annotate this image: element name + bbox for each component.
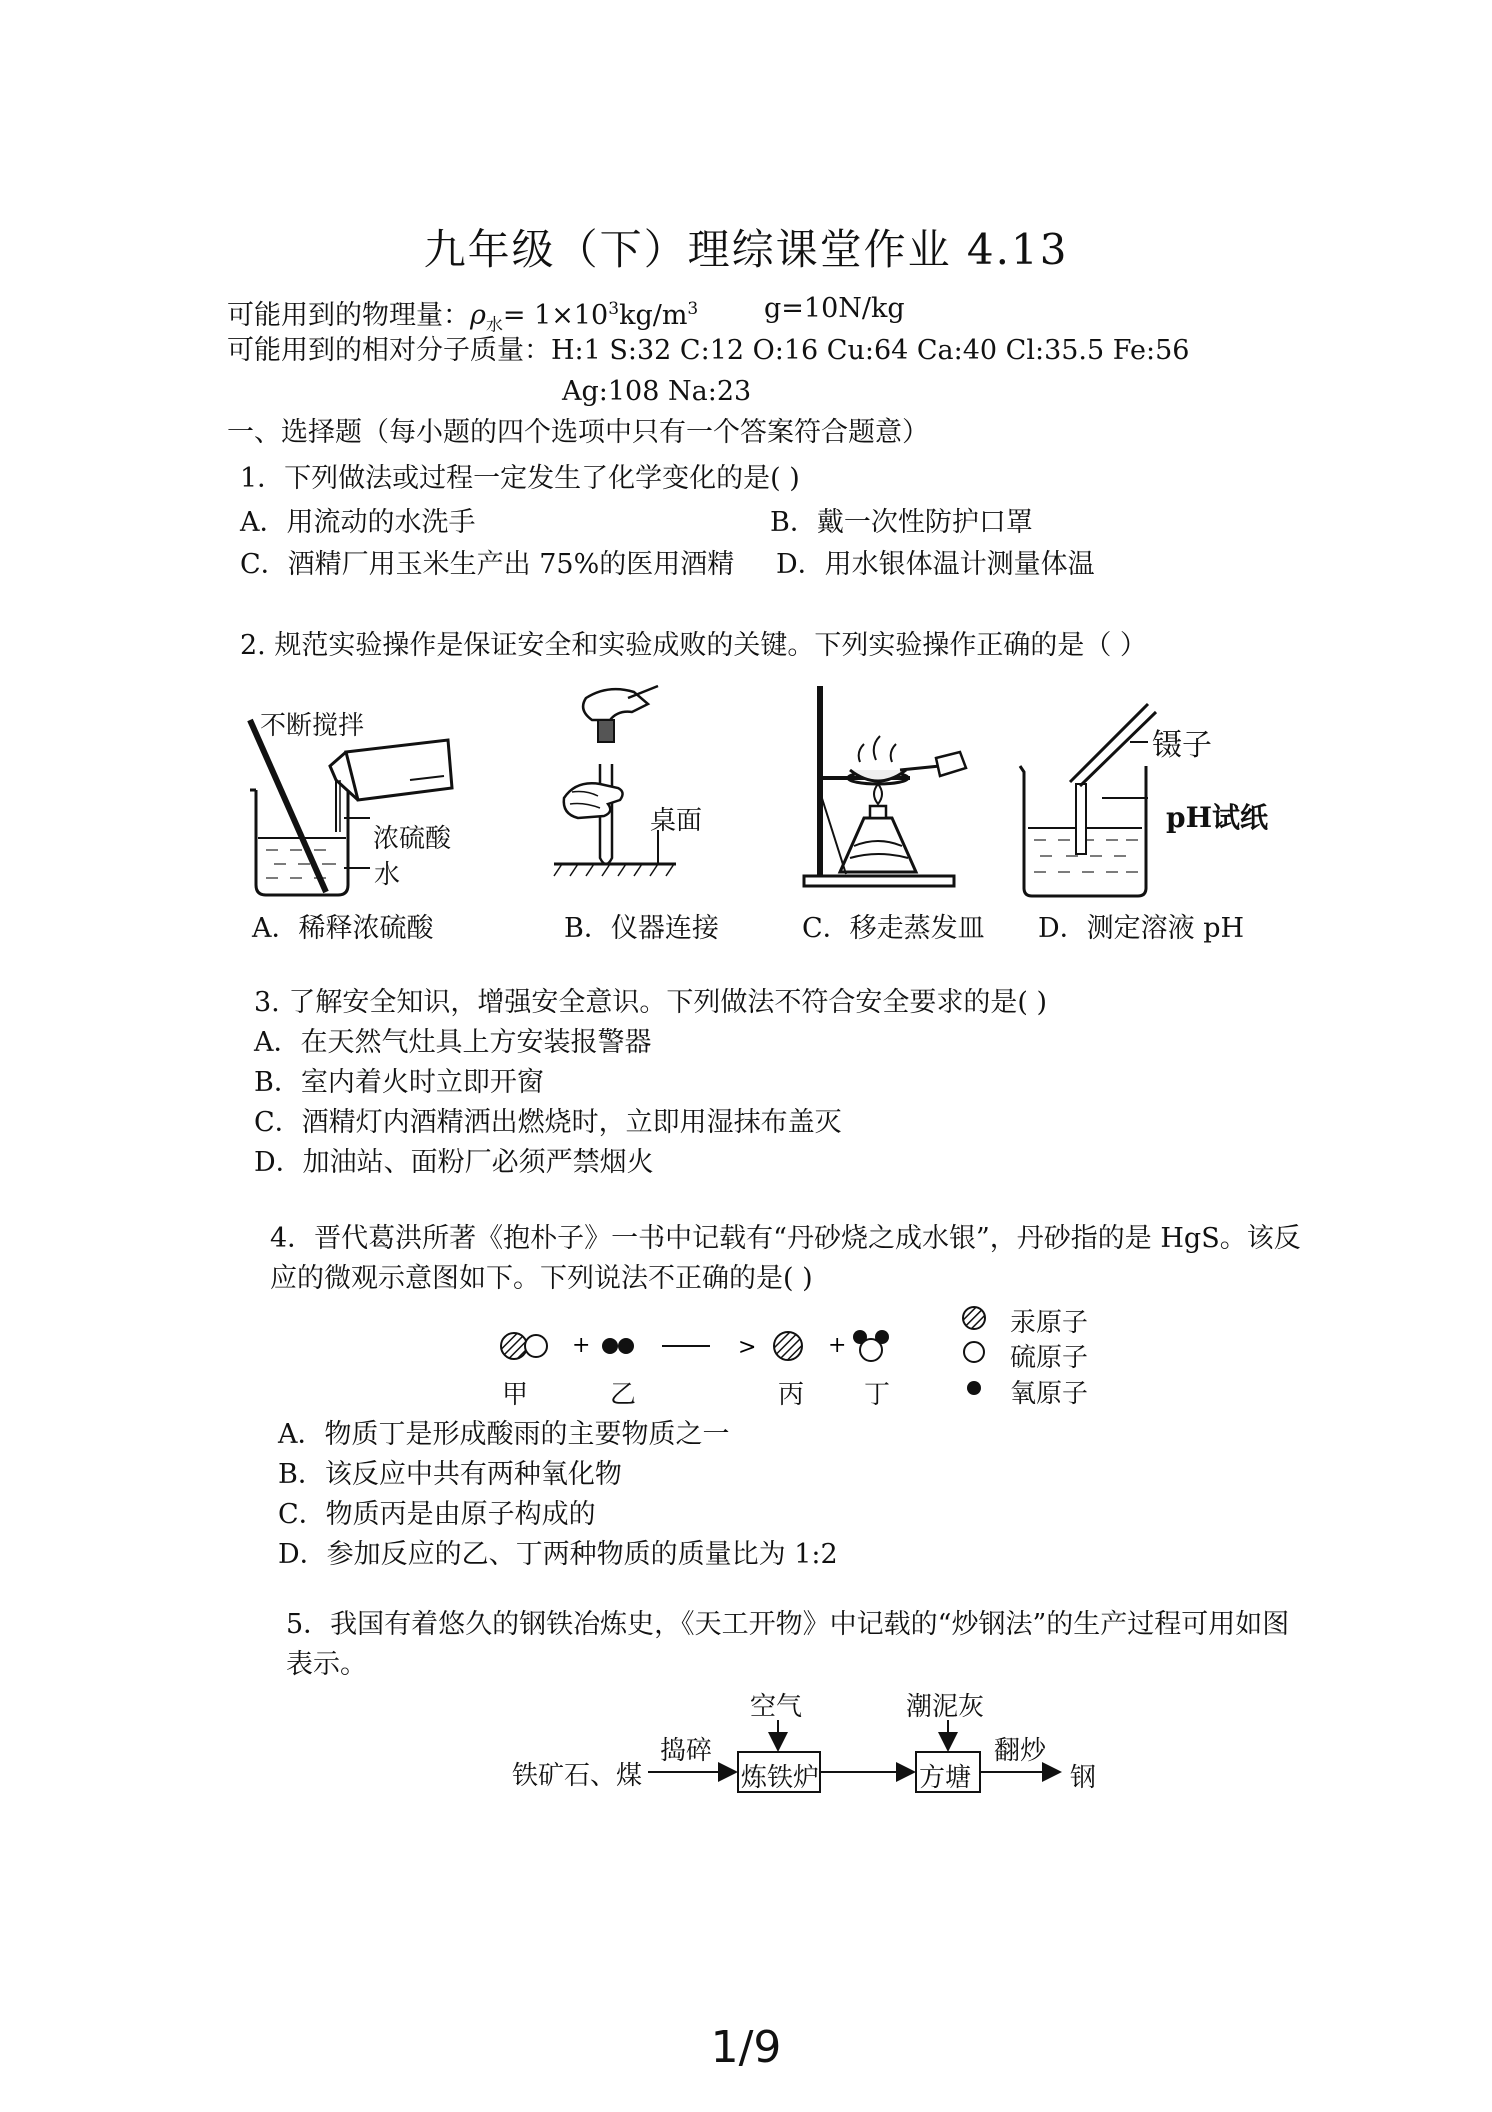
q3-option-c: C．酒精灯内酒精洒出燃烧时，立即用湿抹布盖灭: [254, 1107, 842, 1138]
q4-legend-s: 硫原子: [1010, 1343, 1089, 1373]
q1-option-c: C．酒精厂用玉米生产出 75%的医用酒精: [240, 549, 735, 580]
q4-option-d: D．参加反应的乙、丁两种物质的质量比为 1:2: [278, 1539, 838, 1570]
q5-air-label: 空气: [750, 1692, 803, 1722]
q2-option-b: B．仪器连接: [564, 913, 719, 944]
q2-option-c: C．移走蒸发皿: [802, 913, 985, 944]
q2b-desk-label: 桌面: [650, 806, 703, 836]
q1-stem: 1．下列做法或过程一定发生了化学变化的是( ): [240, 463, 800, 494]
q5-start-label: 铁矿石、煤: [512, 1761, 643, 1791]
q5-box2-label: 方塘: [919, 1763, 972, 1793]
page-title: 九年级（下）理综课堂作业 4.13: [423, 225, 1069, 274]
q2d-tweezers-label: 镊子: [1152, 728, 1212, 763]
q4-legend-o: 氧原子: [1010, 1379, 1089, 1409]
q4-stem-line2: 应的微观示意图如下。下列说法不正确的是( ): [270, 1263, 813, 1294]
relative-masses-line2: Ag:108 Na:23: [562, 376, 752, 407]
q4-label-yi: 乙: [610, 1380, 637, 1410]
rho-symbol: ρ: [470, 300, 486, 331]
q5-step2-label: 翻炒: [994, 1736, 1047, 1766]
q1-option-b: B．戴一次性防护口罩: [770, 507, 1033, 538]
gravity-constant: g=10N/kg: [764, 293, 905, 324]
q2-figure-c: [790, 682, 970, 892]
q3-option-d: D．加油站、面粉厂必须严禁烟火: [254, 1147, 654, 1178]
q2a-acid-label: 浓硫酸: [373, 824, 452, 854]
svg-text:+: +: [828, 1333, 847, 1358]
q4-label-jia: 甲: [502, 1380, 529, 1410]
page-number: 1/9: [710, 2022, 782, 2073]
q3-stem: 3. 了解安全知识，增强安全意识。下列做法不符合安全要求的是( ): [254, 987, 1047, 1018]
q2d-ph-paper-label: pH试纸: [1166, 801, 1269, 834]
q3-option-b: B．室内着火时立即开窗: [254, 1067, 544, 1098]
q5-box1-label: 炼铁炉: [741, 1763, 820, 1793]
q4-option-a: A．物质丁是形成酸雨的主要物质之一: [278, 1419, 730, 1450]
section-heading: 一、选择题（每小题的四个选项中只有一个答案符合题意）: [227, 417, 929, 448]
q2-figure-d: [1010, 700, 1160, 900]
q2a-stir-label: 不断搅拌: [260, 711, 365, 741]
svg-text:>: >: [738, 1335, 757, 1360]
rho-unit: kg/m: [619, 300, 688, 331]
q4-option-b: B．该反应中共有两种氧化物: [278, 1459, 622, 1490]
q5-ash-label: 潮泥灰: [906, 1692, 985, 1722]
svg-text:+: +: [572, 1333, 591, 1358]
q4-option-c: C．物质丙是由原子构成的: [278, 1499, 596, 1530]
q5-step1-label: 捣碎: [660, 1736, 713, 1766]
q2a-water-label: 水: [374, 860, 401, 890]
q5-stem-line1: 5．我国有着悠久的钢铁冶炼史，《天工开物》中记载的“炒钢法”的生产过程可用如图: [286, 1609, 1290, 1640]
rho-exponent: 3: [608, 299, 620, 319]
rho-unit-exponent: 3: [687, 299, 699, 319]
q5-end-label: 钢: [1070, 1763, 1097, 1793]
q1-option-d: D．用水银体温计测量体温: [776, 549, 1095, 580]
q2-stem: 2. 规范实验操作是保证安全和实验成败的关键。下列实验操作正确的是（ ）: [240, 630, 1147, 661]
q2-figure-b: [548, 680, 728, 890]
physics-prefix: 可能用到的物理量：: [227, 300, 470, 331]
q1-option-a: A．用流动的水洗手: [240, 507, 476, 538]
rho-subscript: 水: [485, 315, 503, 336]
q4-label-bing: 丙: [778, 1380, 805, 1410]
q4-stem-line1: 4．晋代葛洪所著《抱朴子》一书中记载有“丹砂烧之成水银”，丹砂指的是 HgS。该反: [270, 1223, 1301, 1254]
rho-value: = 1×10: [502, 300, 609, 331]
q5-stem-line2: 表示。: [286, 1649, 367, 1680]
q3-option-a: A．在天然气灶具上方安装报警器: [254, 1027, 652, 1058]
q4-legend-hg: 汞原子: [1010, 1308, 1089, 1338]
q2-option-d: D．测定溶液 pH: [1038, 913, 1245, 944]
q2-option-a: A．稀释浓硫酸: [252, 913, 434, 944]
q4-label-ding: 丁: [864, 1380, 891, 1410]
relative-masses-line1: 可能用到的相对分子质量：H:1 S:32 C:12 O:16 Cu:64 Ca:40 Cl:35.5 Fe:56: [227, 335, 1190, 366]
